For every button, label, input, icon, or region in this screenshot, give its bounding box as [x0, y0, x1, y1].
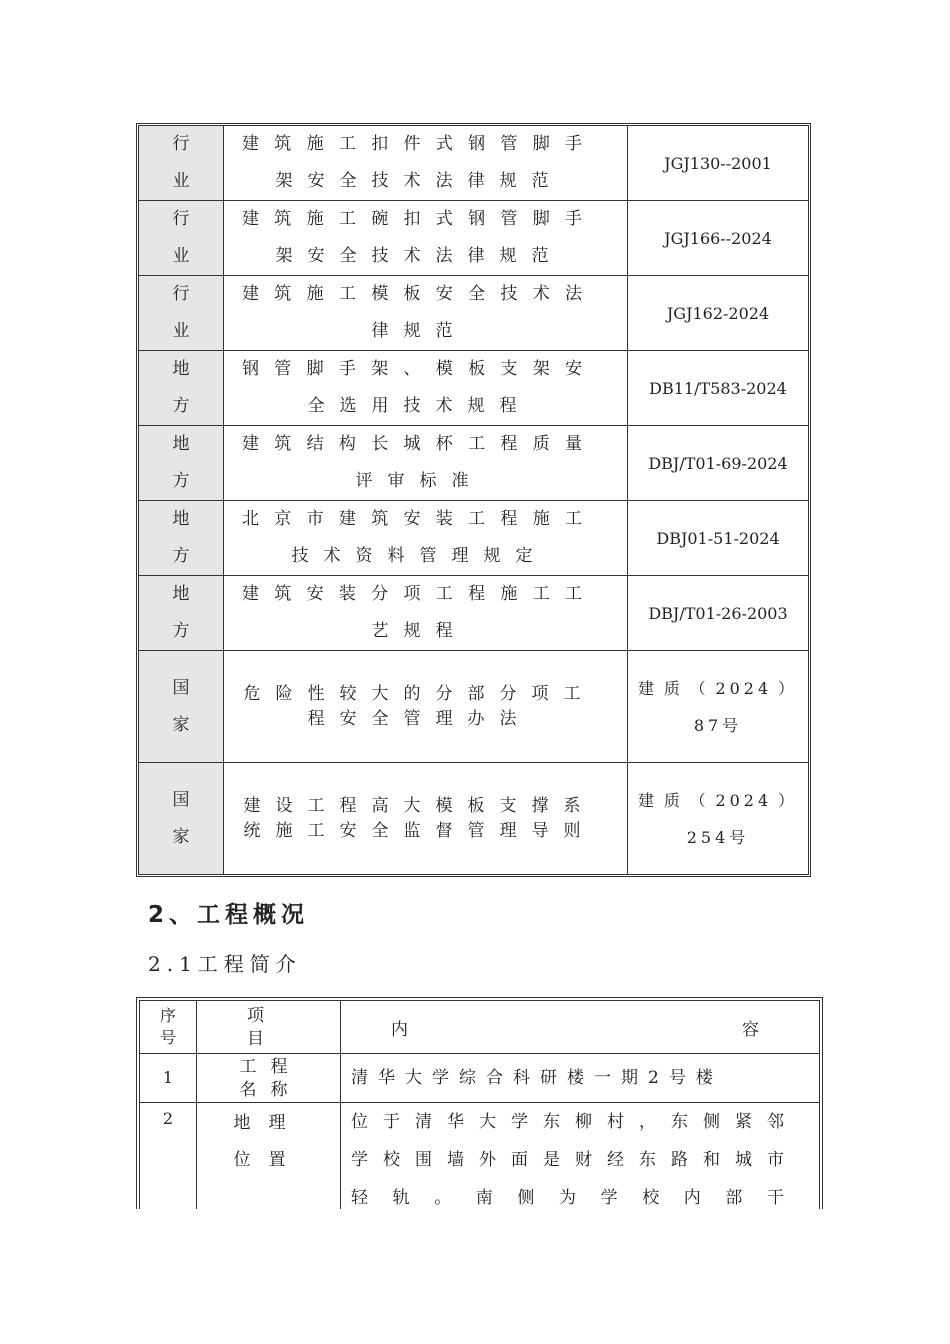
standard-code: JGJ162-2024 — [666, 303, 770, 323]
standard-code: JGJ166--2024 — [664, 228, 772, 248]
header-item: 项目 — [197, 1001, 341, 1053]
standard-name: 建筑结构长城杯工程质量评审标准 — [242, 434, 597, 491]
table-row — [139, 501, 808, 576]
row-item: 地理位置 — [197, 1103, 341, 1209]
table-row — [140, 1103, 819, 1209]
row-content: 清华大学综合科研楼一期2号楼 — [351, 1068, 723, 1088]
row-content: 位于清华大学东柳村，东侧紧邻学校围墙外面是财经东路和城市轻轨。南侧为学校内部干 — [351, 1112, 799, 1208]
table-header-row — [140, 1001, 819, 1054]
table-row — [139, 576, 808, 651]
standard-level: 行业 — [172, 134, 190, 191]
standard-name: 建设工程高大模板支撑系统施工安全监督管理导则 — [243, 795, 596, 841]
table-row — [139, 276, 808, 351]
row-number: 2 — [140, 1103, 197, 1209]
standard-name: 建筑安装分项工程施工工艺规程 — [242, 584, 597, 641]
standards-table — [136, 123, 811, 877]
standard-code: 建质（2024）254号 — [638, 790, 798, 847]
standard-level: 地方 — [172, 359, 190, 416]
standard-name: 建筑施工模板安全技术法律规范 — [242, 284, 597, 341]
standard-code: DBJ/T01-69-2024 — [648, 453, 788, 473]
standard-code: DB11/T583-2024 — [649, 378, 787, 398]
section-title: 2、工程概况 — [148, 902, 310, 928]
standard-code: 建质（2024）87号 — [638, 678, 798, 735]
standard-code: DBJ01-51-2024 — [656, 528, 780, 548]
standard-name: 北京市建筑安装工程施工技术资料管理规定 — [242, 509, 597, 566]
table-row — [139, 651, 808, 763]
table-row — [139, 426, 808, 501]
standard-name: 危险性较大的分部分项工程安全管理办法 — [243, 683, 596, 729]
standard-level: 地方 — [172, 434, 190, 491]
header-no: 序号 — [159, 1006, 176, 1047]
header-content-right: 容 — [742, 1019, 759, 1040]
standard-name: 建筑施工碗扣式钢管脚手架安全技术法律规范 — [242, 209, 597, 266]
standard-name: 钢管脚手架、模板支架安全选用技术规程 — [242, 359, 597, 416]
standard-level: 国家 — [172, 677, 190, 735]
standard-code: JGJ130--2001 — [664, 153, 772, 173]
project-overview-table — [136, 997, 823, 1209]
subsection-title: 2.1工程简介 — [148, 952, 302, 976]
table-row — [140, 1054, 819, 1103]
standard-level: 国家 — [172, 789, 190, 847]
standard-level: 行业 — [172, 209, 190, 266]
standard-level: 行业 — [172, 284, 190, 341]
standard-name: 建筑施工扣件式钢管脚手架安全技术法律规范 — [242, 134, 597, 191]
table-row — [139, 763, 808, 874]
row-item: 工程名称 — [197, 1054, 341, 1102]
standard-level: 地方 — [172, 584, 190, 641]
header-content-left: 内 — [391, 1019, 408, 1040]
table-row — [139, 351, 808, 426]
standard-level: 地方 — [172, 509, 190, 566]
standard-code: DBJ/T01-26-2003 — [648, 603, 788, 623]
row-number: 1 — [140, 1054, 197, 1102]
table-row — [139, 126, 808, 201]
table-row — [139, 201, 808, 276]
